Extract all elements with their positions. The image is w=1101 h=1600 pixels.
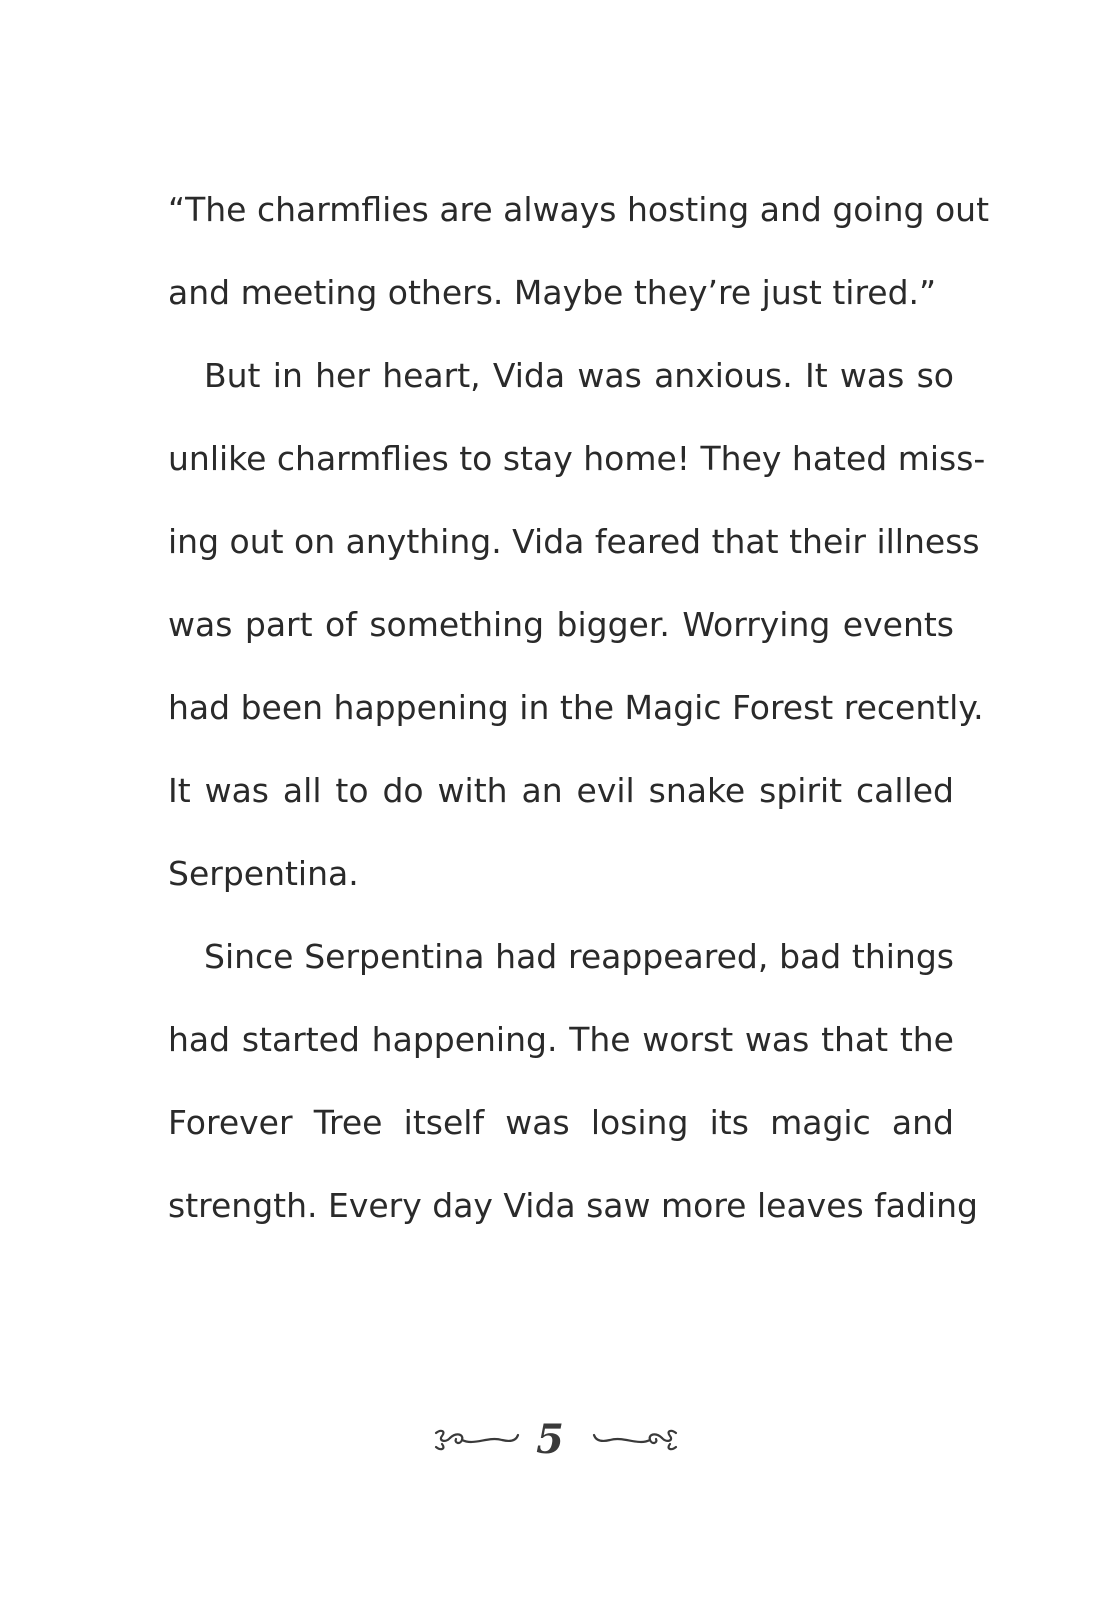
text-line: But in her heart, Vida was anxious. It was so (204, 356, 954, 395)
flourish-left-icon (432, 1420, 522, 1460)
text-line: Forever Tree itself was losing its magic and (168, 1103, 954, 1142)
text-line: ing out on anything. Vida feared that their illness (168, 522, 980, 561)
text-line: had started happening. The worst was that the (168, 1020, 954, 1059)
text-line: was part of something bigger. Worrying events (168, 605, 954, 644)
page-footer (0, 1410, 1101, 1470)
text-line: strength. Every day Vida saw more leaves fading (168, 1186, 978, 1225)
page-number: 5 (536, 1416, 564, 1463)
text-line: “The charmflies are always hosting and going out (168, 190, 990, 229)
text-line: Serpentina. (168, 854, 359, 893)
text-line: Since Serpentina had reappeared, bad things (204, 937, 954, 976)
text-line: and meeting others. Maybe they’re just tired.” (168, 273, 937, 312)
text-line: had been happening in the Magic Forest recently. (168, 688, 984, 727)
flourish-right-icon (590, 1420, 680, 1460)
text-line: unlike charmflies to stay home! They hated miss- (168, 439, 986, 478)
text-line: It was all to do with an evil snake spirit called (168, 771, 954, 810)
